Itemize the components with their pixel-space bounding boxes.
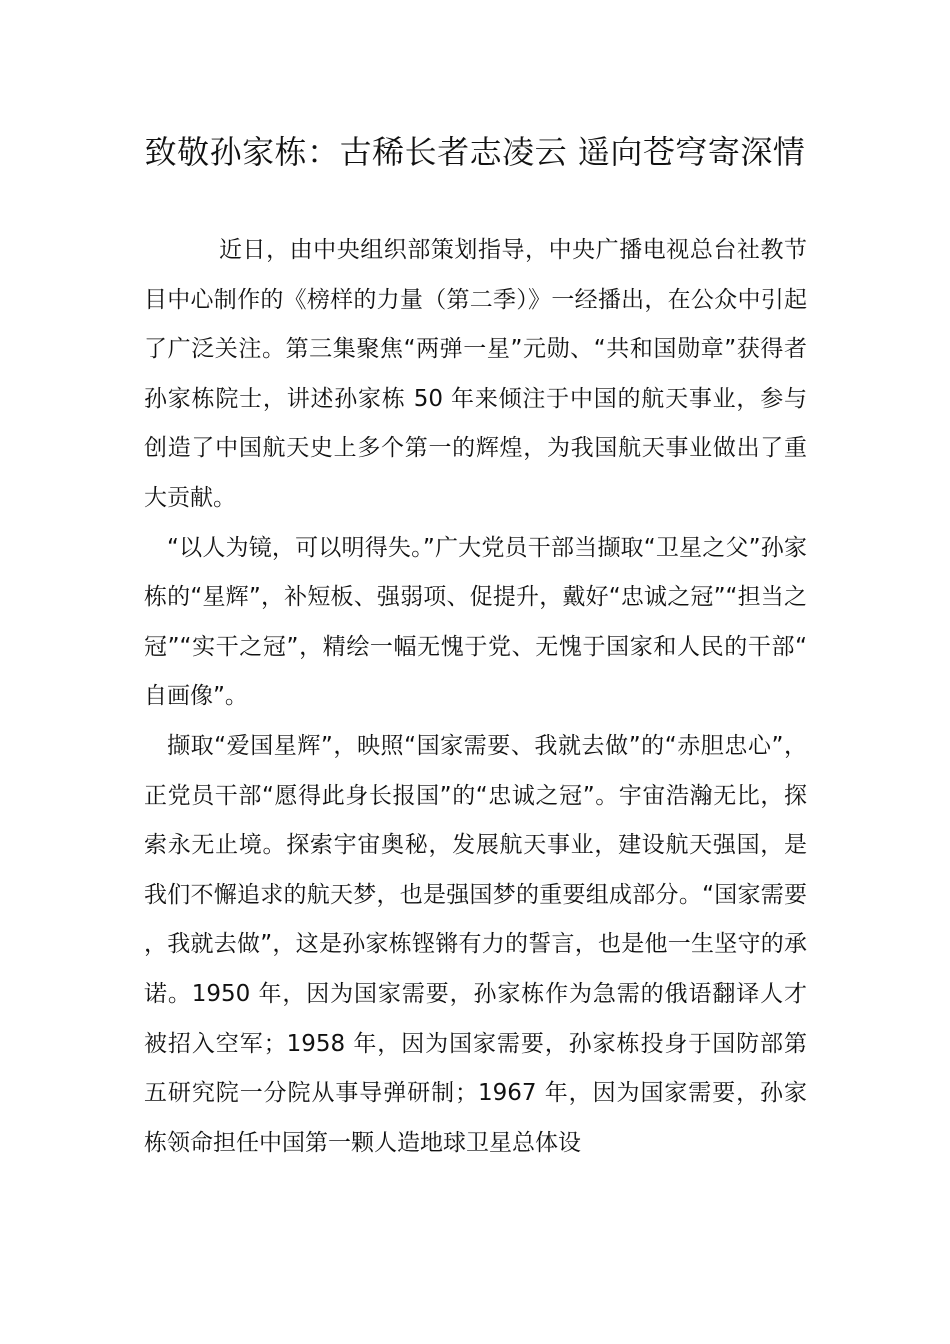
page-title: 致敬孙家栋：古稀长者志凌云 遥向苍穹寄深情 <box>144 133 806 171</box>
article-body <box>144 226 807 1168</box>
paragraph-2: “以人为镜，可以明得失。”广大党员干部当撷取“卫星之父”孙家栋的“星辉”，补短板、强弱项、促提升，戴好“忠诚之冠”“担当之冠”“实干之冠”，精绘一幅无愧于党、无愧于国家和人民的干部“自画像”。 <box>144 534 807 710</box>
paragraph-1: 近日，由中央组织部策划指导，中央广播电视总台社教节目中心制作的《榜样的力量（第二季）》一经播出，在公众中引起了广泛关注。第三集聚焦“两弹一星”元勋、“共和国勋章”获得者孙家栋院士，讲述孙家栋 50 年来倾注于中国的航天事业，参与创造了中国航天史上多个第一的辉煌，为我国航天事业做出了重大贡献。 <box>144 237 807 511</box>
paragraph-3: 撷取“爱国星辉”，映照“国家需要、我就去做”的“赤胆忠心”，正党员干部“愿得此身长报国”的“忠诚之冠”。宇宙浩瀚无比，探索永无止境。探索宇宙奥秘，发展航天事业，建设航天强国，是我们不懈追求的航天梦，也是强国梦的重要组成部分。“国家需要，我就去做”，这是孙家栋铿锵有力的誓言，也是他一生坚守的承诺。1950 年，因为国家需要，孙家栋作为急需的俄语翻译人才被招入空军；1958 年，因为国家需要，孙家栋投身于国防部第五研究院一分院从事导弹研制；1967 年，因为国家需要，孙家栋领命担任中国第一颗人造地球卫星总体设 <box>144 732 807 1156</box>
